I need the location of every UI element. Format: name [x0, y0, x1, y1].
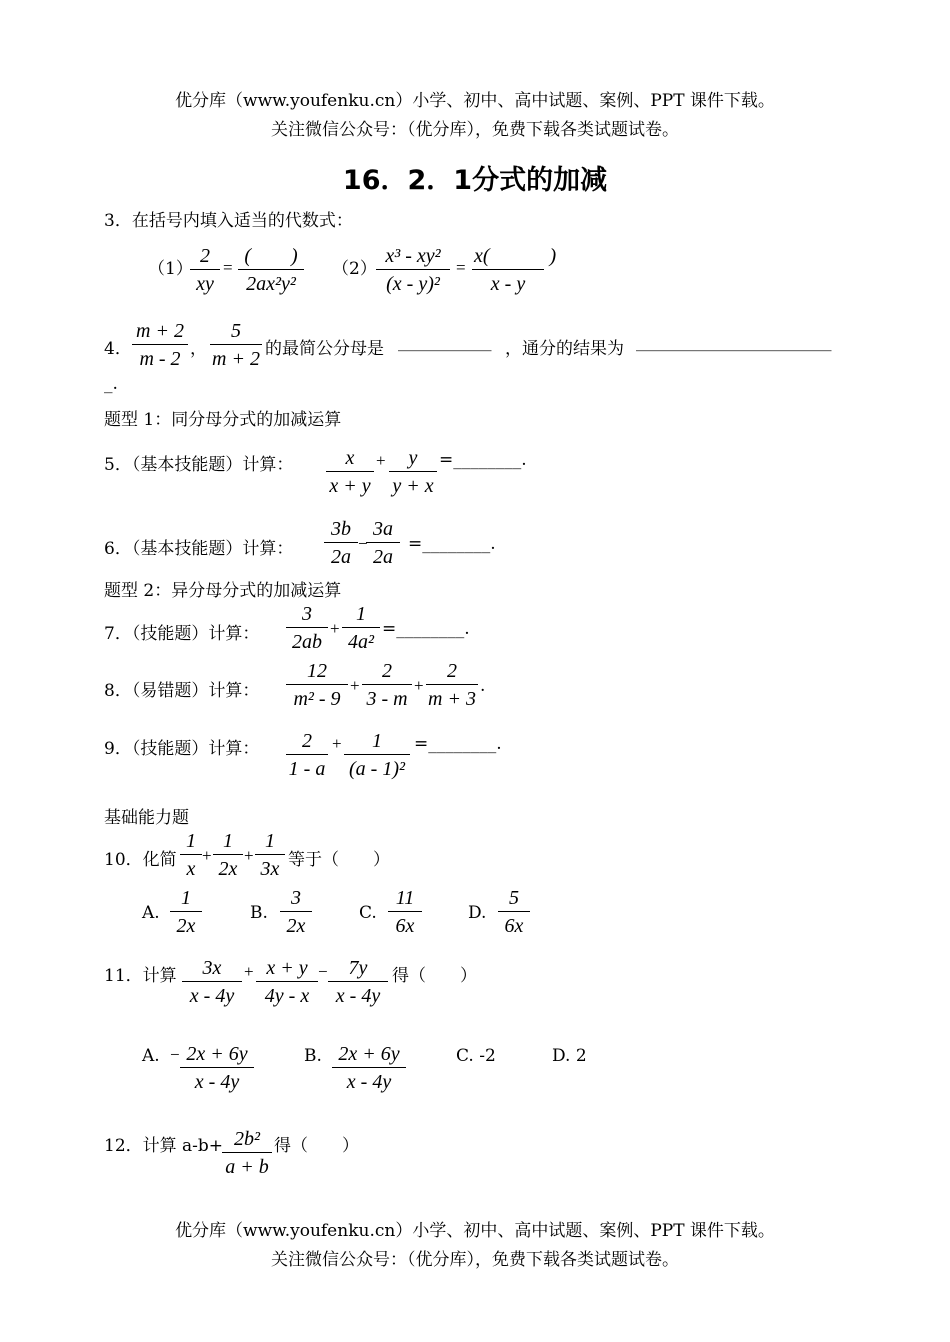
question-9-text: 9．（技能题）计算：	[104, 739, 260, 759]
q10-c-denominator: 6x	[395, 915, 415, 937]
q10-f1-denominator: x	[186, 858, 196, 880]
q11-a-numerator: 2x + 6y	[186, 1043, 248, 1065]
q9-plus: +	[332, 734, 342, 753]
q7-f1-numerator: 3	[302, 603, 312, 625]
q11-option-a-sign: −	[170, 1045, 180, 1064]
q8-f1-numerator: 12	[307, 660, 327, 682]
q10-f2-denominator: 2x	[218, 858, 238, 880]
q6-f1-numerator: 3b	[331, 518, 351, 540]
q7-plus: +	[330, 619, 340, 638]
q3-f1-denominator: xy	[196, 273, 214, 295]
q6-minus: −	[358, 534, 368, 553]
q11-minus: −	[318, 962, 328, 981]
q6-f1-denominator: 2a	[331, 546, 351, 568]
q10-fraction-1	[180, 828, 202, 883]
q3-equals-1: =	[223, 258, 233, 277]
q10-fraction-3	[255, 828, 285, 883]
q10-option-c-label[interactable]: C.	[359, 903, 377, 923]
question-10-text: 10．化简	[104, 850, 177, 870]
q4-f2-denominator: m + 2	[212, 348, 260, 370]
q9-f2-numerator: 1	[372, 730, 382, 752]
question-6-text: 6．（基本技能题）计算：	[104, 539, 294, 559]
q10-f1-numerator: 1	[186, 830, 196, 852]
q4-f1-numerator: m + 2	[136, 320, 184, 342]
question-11-text: 11．计算	[104, 966, 177, 986]
q10-a-numerator: 1	[181, 887, 191, 909]
question-8-text: 8．（易错题）计算：	[104, 681, 260, 701]
q3-fraction-4	[472, 243, 557, 298]
q6-f2-numerator: 3a	[373, 518, 393, 540]
footer-line-1: 优分库（www.youfenku.cn）小学、初中、高中试题、案例、PPT 课件下载。	[175, 1221, 775, 1241]
q4-text-1: 的最简公分母是	[265, 339, 384, 359]
q8-f3-denominator: m + 3	[428, 688, 476, 710]
q10-b-numerator: 3	[291, 887, 301, 909]
q6-answer-blank[interactable]: =________.	[408, 534, 496, 554]
q11-fraction-3	[328, 955, 388, 1010]
q10-option-d[interactable]	[498, 885, 530, 940]
q3-f3-denominator: (x - y)²	[386, 273, 440, 295]
q8-fraction-3	[426, 658, 478, 713]
question-12-text: 12．计算 a-b+	[104, 1136, 224, 1156]
footer-line-2: 关注微信公众号：（优分库），免费下载各类试题试卷。	[271, 1250, 679, 1270]
q6-fraction-1	[324, 516, 358, 571]
q3-f3-numerator: x³ - xy²	[385, 245, 441, 267]
q8-plus-2: +	[414, 676, 424, 695]
q4-blank-2[interactable]: _______________________	[636, 332, 832, 352]
q10-tail: 等于（ ）	[288, 850, 390, 870]
q10-d-numerator: 5	[509, 887, 519, 909]
q5-f2-numerator: y	[408, 447, 418, 469]
q11-option-a[interactable]	[180, 1041, 254, 1096]
q5-fraction-1	[326, 445, 374, 500]
q10-f2-numerator: 1	[223, 830, 233, 852]
q11-plus: +	[244, 962, 254, 981]
q11-option-b-label[interactable]: B.	[304, 1046, 322, 1066]
question-3-text: 3．在括号内填入适当的代数式：	[104, 211, 353, 231]
q8-plus-1: +	[350, 676, 360, 695]
q3-fraction-1	[190, 243, 220, 298]
page-title: 16．2．1分式的加减	[342, 165, 608, 196]
q3-fraction-3	[376, 243, 450, 298]
q5-f2-denominator: y + x	[392, 475, 434, 497]
q7-answer-blank[interactable]: =________.	[382, 619, 470, 639]
q10-plus-2: +	[244, 846, 254, 865]
q7-f2-denominator: 4a²	[348, 631, 374, 653]
q9-answer-blank[interactable]: =________.	[414, 734, 502, 754]
q7-fraction-1	[286, 601, 328, 656]
q9-fraction-2	[344, 728, 410, 783]
question-4-number: 4．	[104, 339, 132, 359]
q12-numerator: 2b²	[234, 1128, 260, 1150]
q10-plus-1: +	[202, 846, 212, 865]
q8-f2-numerator: 2	[382, 660, 392, 682]
q4-fraction-2	[210, 318, 262, 373]
section-type-2: 题型 2：异分母分式的加减运算	[104, 581, 342, 601]
q11-f2-numerator: x + y	[266, 957, 308, 979]
q8-fraction-1	[286, 658, 348, 713]
q11-b-numerator: 2x + 6y	[338, 1043, 400, 1065]
q4-comma: ，	[190, 339, 207, 359]
q6-fraction-2	[366, 516, 400, 571]
q3-part2-label: （2）	[332, 259, 377, 279]
section-basic: 基础能力题	[104, 808, 189, 828]
q5-plus: +	[376, 451, 386, 470]
q10-f3-numerator: 1	[265, 830, 275, 852]
question-5-text: 5．（基本技能题）计算：	[104, 455, 294, 475]
q11-fraction-2	[256, 955, 318, 1010]
q3-part1-label: （1）	[148, 259, 193, 279]
q11-option-a-label[interactable]: A.	[142, 1046, 160, 1066]
q3-f2-denominator: 2ax²y²	[246, 273, 296, 295]
q10-c-numerator: 11	[395, 887, 415, 909]
q10-d-denominator: 6x	[504, 915, 524, 937]
q10-a-denominator: 2x	[176, 915, 196, 937]
q7-f2-numerator: 1	[356, 603, 366, 625]
q11-option-d[interactable]: D. 2	[552, 1046, 587, 1066]
q10-b-denominator: 2x	[286, 915, 306, 937]
q11-b-denominator: x - 4y	[346, 1071, 392, 1093]
section-type-1: 题型 1：同分母分式的加减运算	[104, 410, 342, 430]
q10-option-b[interactable]	[280, 885, 312, 940]
q11-a-denominator: x - 4y	[194, 1071, 240, 1093]
q4-blank-1[interactable]: ___________	[398, 332, 492, 352]
q9-f1-numerator: 2	[302, 730, 312, 752]
q5-fraction-2	[389, 445, 437, 500]
q8-fraction-2	[362, 658, 412, 713]
q3-f4-numerator: x( )	[474, 245, 557, 267]
q11-tail: 得（ ）	[392, 966, 477, 986]
q11-f1-numerator: 3x	[202, 957, 222, 979]
q3-f2-numerator: ( )	[244, 245, 298, 267]
q9-fraction-1	[286, 728, 328, 783]
q5-answer-blank[interactable]: =________.	[439, 450, 527, 470]
q4-text-2: ，通分的结果为	[505, 339, 624, 359]
q7-fraction-2	[342, 601, 380, 656]
q8-period: .	[480, 676, 486, 696]
q9-f1-denominator: 1 - a	[288, 758, 326, 780]
q11-fraction-1	[182, 955, 242, 1010]
q11-f1-denominator: x - 4y	[189, 985, 235, 1007]
q11-option-c[interactable]: C. -2	[456, 1046, 496, 1066]
q4-f1-denominator: m - 2	[139, 348, 181, 370]
q3-f4-denominator: x - y	[490, 273, 526, 295]
q3-equals-2: =	[456, 258, 466, 277]
q4-continuation: _.	[104, 374, 118, 394]
q10-f3-denominator: 3x	[260, 858, 280, 880]
q10-option-b-label[interactable]: B.	[250, 903, 268, 923]
q6-f2-denominator: 2a	[373, 546, 393, 568]
q10-fraction-2	[213, 828, 243, 883]
q10-option-a-label[interactable]: A.	[142, 903, 160, 923]
q10-option-c[interactable]	[388, 885, 422, 940]
q11-f3-denominator: x - 4y	[335, 985, 381, 1007]
question-7-text: 7．（技能题）计算：	[104, 624, 260, 644]
q11-f2-denominator: 4y - x	[264, 985, 310, 1007]
q11-option-b[interactable]	[332, 1041, 406, 1096]
q7-f1-denominator: 2ab	[292, 631, 322, 653]
header-line-2: 关注微信公众号：（优分库），免费下载各类试题试卷。	[271, 120, 679, 140]
q8-f2-denominator: 3 - m	[366, 688, 408, 710]
q10-option-a[interactable]	[170, 885, 202, 940]
q12-denominator: a + b	[225, 1156, 269, 1178]
q12-tail: 得（ ）	[274, 1136, 359, 1156]
header-line-1: 优分库（www.youfenku.cn）小学、初中、高中试题、案例、PPT 课件下载。	[175, 91, 775, 111]
q10-option-d-label[interactable]: D.	[468, 903, 487, 923]
q3-fraction-2	[238, 243, 304, 298]
q3-f1-numerator: 2	[200, 245, 210, 267]
q5-f1-numerator: x	[345, 447, 355, 469]
q11-f3-numerator: 7y	[348, 957, 368, 979]
q12-fraction	[222, 1126, 272, 1181]
q8-f1-denominator: m² - 9	[293, 688, 341, 710]
q8-f3-numerator: 2	[447, 660, 457, 682]
q5-f1-denominator: x + y	[329, 475, 371, 497]
q4-f2-numerator: 5	[231, 320, 241, 342]
q4-fraction-1	[132, 318, 188, 373]
q9-f2-denominator: (a - 1)²	[349, 758, 405, 780]
